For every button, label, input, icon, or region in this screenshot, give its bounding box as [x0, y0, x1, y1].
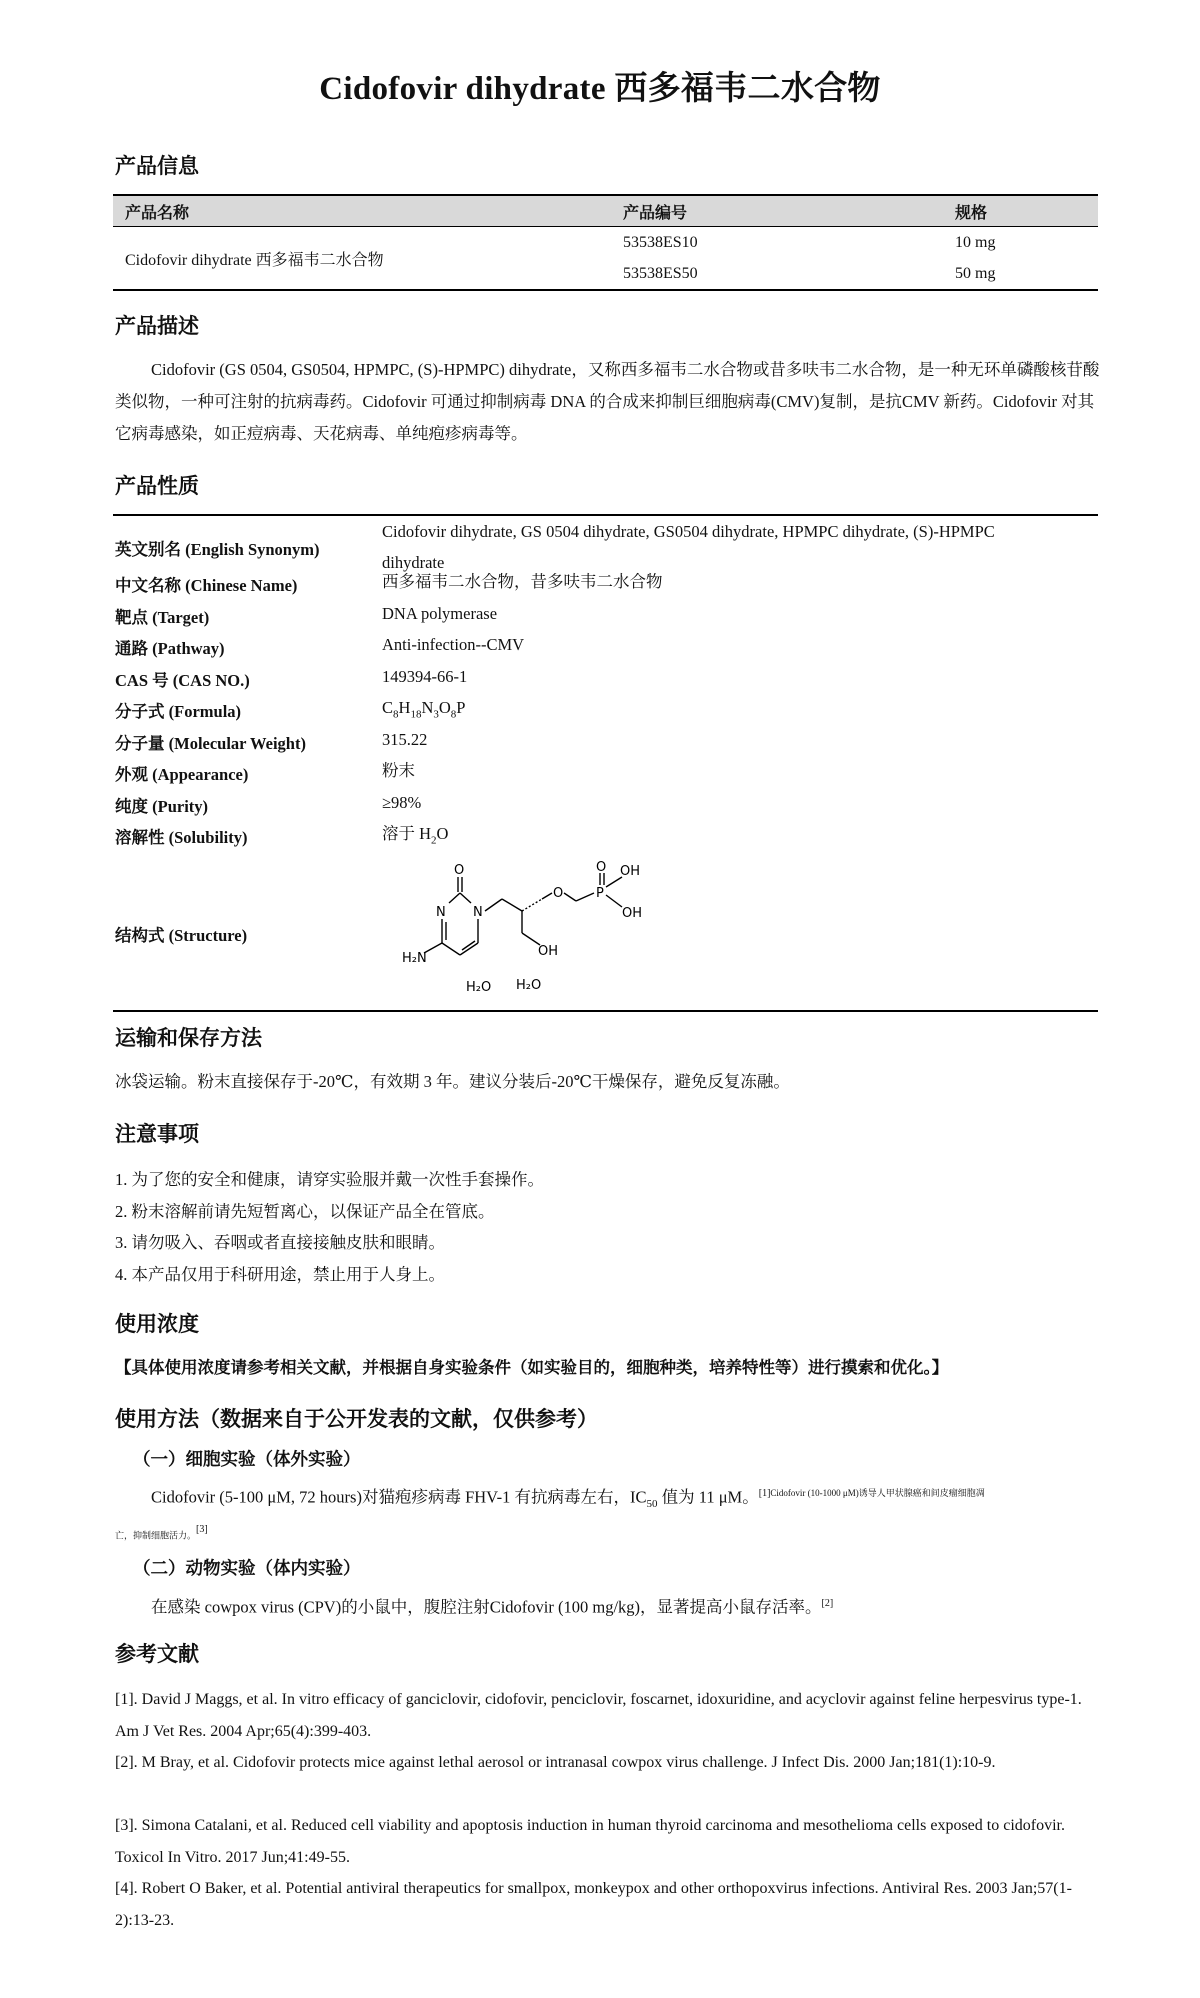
- animal-experiment-heading: （二）动物实验（体内实验）: [133, 1558, 361, 1578]
- cas-value: 149394-66-1: [382, 667, 468, 686]
- column-header-code: 产品编号: [611, 195, 943, 227]
- formula-value: $C_8H_{18}N_3O_8P$: [382, 698, 466, 721]
- product-name-cell: Cidofovir dihydrate 西多福韦二水合物: [113, 227, 611, 291]
- product-code-cell: 53538ES10: [623, 233, 698, 251]
- atom-label: O: [553, 886, 564, 901]
- atom-label: H₂N: [402, 951, 427, 966]
- atom-label: OH: [622, 906, 643, 921]
- english-synonym-line: Cidofovir dihydrate, GS 0504 dihydrate, GS0504 dihydrate, HPMPC dihydrate, (S)-HPMPC: [382, 522, 995, 541]
- product-info-table: [113, 194, 1098, 291]
- reference-item: [4]. Robert O Baker, et al. Potential antiviral therapeutics for smallpox, monkeypox and other orthopoxvirus infections. Antiviral Res. 2003 Jan;57(1-2):13-23.: [115, 1880, 1072, 1929]
- english-synonym-label: 英文别名 (English Synonym): [115, 540, 320, 559]
- bond: [460, 893, 471, 903]
- storage-heading: 运输和保存方法: [115, 1026, 262, 1050]
- atom-label: OH: [538, 944, 559, 959]
- appearance-label: 外观 (Appearance): [115, 765, 249, 784]
- description-text: Cidofovir (GS 0504, GS0504, HPMPC, (S)-HPMPC) dihydrate，又称西多福韦二水合物或昔多呋韦二水合物，是一种无环单磷酸核苷酸类似物，一种可注射的抗病毒药。Cidofovir 可通过抑制病毒 DNA 的合成来抑制巨细胞病毒(CMV)复制，是抗CMV 新药。Cidofovir 对其它病毒感染，如正痘病毒、天花病毒、单纯疱疹病毒等。: [115, 360, 1100, 443]
- reference-item: [3]. Simona Catalani, et al. Reduced cell viability and apoptosis induction in human thyroid carcinoma and mesothelioma cells exposed to cidofovir. Toxicol In Vitro. 2017 Jun;41:49-55.: [115, 1817, 1065, 1866]
- concentration-heading: 使用浓度: [115, 1312, 199, 1336]
- purity-value: ≥98%: [382, 793, 422, 812]
- atom-label: H₂O: [466, 980, 492, 995]
- mw-label: 分子量 (Molecular Weight): [115, 734, 306, 753]
- structure-label: 结构式 (Structure): [115, 926, 248, 945]
- reference-item: [2]. M Bray, et al. Cidofovir protects mice against lethal aerosol or intranasal cowpox virus challenge. J Infect Dis. 2000 Jan;181(1):10-9.: [115, 1754, 996, 1771]
- bond: [485, 899, 502, 911]
- chinese-name-value: 西多福韦二水合物，昔多呋韦二水合物: [382, 572, 663, 591]
- atom-label: P: [596, 886, 604, 901]
- table-header-row: [113, 195, 1098, 227]
- reference-item: [1]. David J Maggs, et al. In vitro efficacy of ganciclovir, cidofovir, penciclovir, foscarnet, idoxuridine, and acyclovir against feline herpesvirus type-1. Am J Vet Res. 2004 Apr;65(4):399-403.: [115, 1691, 1082, 1740]
- atom-label: OH: [620, 864, 641, 879]
- cell-experiment-text: Cidofovir (5-100 μM, 72 hours)对猫疱疹病毒 FHV-1 有抗病毒左右，$IC_{50}$ 值为 11 μM。$^{[1]Cidofovir (10-1000 \mu M)诱导人甲状腺癌和间皮瘤细胞凋}$ 亡，抑制细胞活力。[3]: [115, 1487, 985, 1541]
- document-title: Cidofovir dihydrate 西多福韦二水合物: [319, 71, 881, 107]
- bond: [564, 893, 576, 901]
- references-heading: 参考文献: [115, 1642, 199, 1666]
- column-header-name: 产品名称: [113, 195, 611, 227]
- formula-label: 分子式 (Formula): [115, 702, 242, 721]
- cas-label: CAS 号 (CAS NO.): [115, 671, 250, 690]
- atom-label: O: [596, 860, 607, 875]
- pathway-value: Anti-infection--CMV: [382, 635, 525, 654]
- solubility-label: 溶解性 (Solubility): [115, 828, 248, 847]
- properties-heading: 产品性质: [115, 474, 199, 498]
- animal-experiment-text: 在感染 cowpox virus (CPV)的小鼠中，腹腔注射Cidofovir (100 mg/kg)，显著提高小鼠存活率。[2]: [151, 1597, 834, 1617]
- product-info-heading: 产品信息: [115, 154, 199, 178]
- target-value: DNA polymerase: [382, 604, 498, 623]
- bond-stereo: [522, 899, 542, 911]
- usage-heading: 使用方法（数据来自于公开发表的文献，仅供参考）: [115, 1407, 598, 1431]
- mw-value: 315.22: [382, 730, 428, 749]
- atom-label: N: [436, 905, 446, 920]
- properties-bottom-rule: [113, 1010, 1098, 1012]
- list-item: 1. 为了您的安全和健康，请穿实验服并戴一次性手套操作。: [115, 1170, 544, 1189]
- atom-label: N: [473, 905, 483, 920]
- atom-label: H₂O: [516, 978, 542, 993]
- list-item: 3. 请勿吸入、吞咽或者直接接触皮肤和眼睛。: [115, 1233, 445, 1252]
- concentration-text: 【具体使用浓度请参考相关文献，并根据自身实验条件（如实验目的，细胞种类，培养特性等）进行摸索和优化。】: [115, 1358, 949, 1377]
- target-label: 靶点 (Target): [115, 608, 210, 627]
- table-row: [113, 227, 1098, 259]
- list-item: 4. 本产品仅用于科研用途，禁止用于人身上。: [115, 1265, 445, 1284]
- product-spec-cell: 10 mg: [955, 233, 996, 251]
- bond: [449, 893, 460, 903]
- solubility-value: 溶于 $H_2O$: [382, 824, 449, 847]
- list-item: 2. 粉末溶解前请先短暂离心，以保证产品全在管底。: [115, 1202, 495, 1221]
- bond: [542, 893, 552, 899]
- english-synonym-line: dihydrate: [382, 553, 445, 572]
- appearance-value: 粉末: [382, 761, 415, 780]
- pathway-label: 通路 (Pathway): [115, 639, 225, 658]
- bond: [442, 943, 460, 955]
- storage-text: 冰袋运输。粉末直接保存于-20℃，有效期 3 年。建议分装后-20℃干燥保存，避免反复冻融。: [115, 1072, 790, 1091]
- purity-label: 纯度 (Purity): [115, 797, 209, 816]
- product-code-cell: 53538ES50: [611, 258, 943, 290]
- cell-experiment-heading: （一）细胞实验（体外实验）: [133, 1449, 361, 1469]
- notes-heading: 注意事项: [115, 1122, 199, 1146]
- column-header-spec: 规格: [943, 195, 1098, 227]
- product-spec-cell: 50 mg: [943, 258, 1098, 290]
- structure-image: [370, 855, 700, 1005]
- atom-label: O: [454, 863, 465, 878]
- bond: [576, 893, 594, 901]
- description-heading: 产品描述: [115, 314, 199, 338]
- bond: [502, 899, 522, 911]
- bond: [606, 895, 622, 907]
- chinese-name-label: 中文名称 (Chinese Name): [115, 576, 298, 595]
